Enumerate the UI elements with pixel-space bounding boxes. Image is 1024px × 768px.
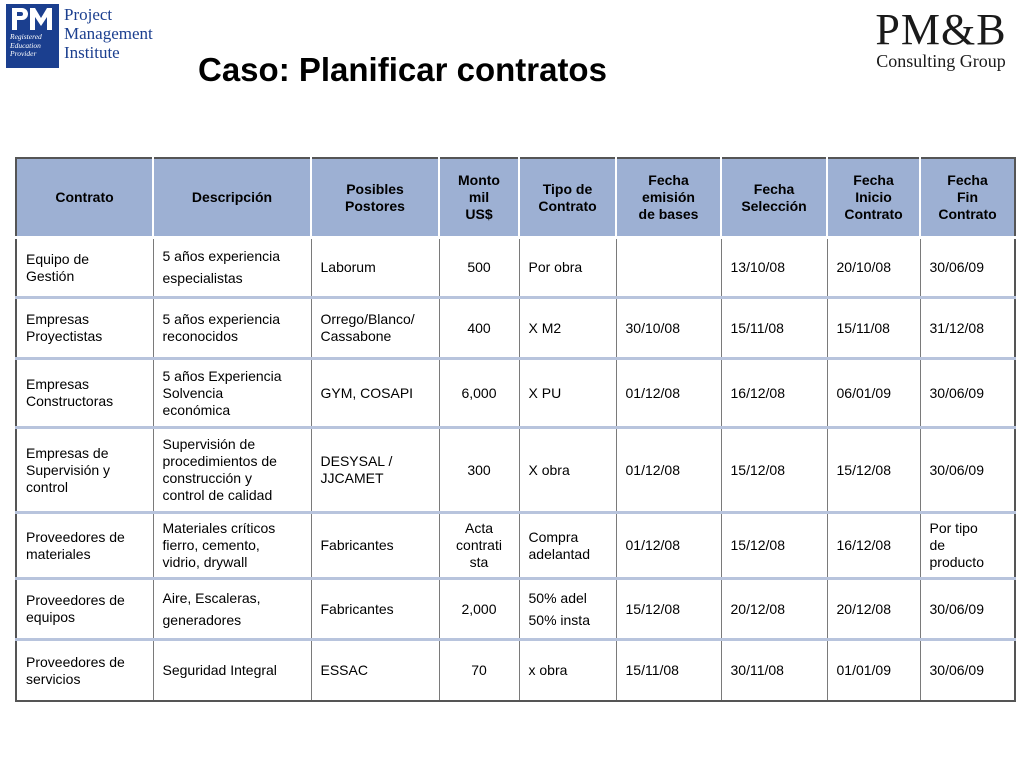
pmi-monogram-icon [6,4,59,34]
cell-monto [439,428,519,513]
column-header [519,158,616,238]
contracts-table [15,157,1016,702]
cell-postores [311,359,439,428]
cell-fecha-fin [920,238,1015,298]
cell-line: 5 años experiencia [162,311,281,327]
cell-contrato [16,298,153,359]
column-header [920,158,1015,238]
cell-line: sta [469,554,489,570]
cell-line: 50% adel [528,589,587,606]
cell-tipo [519,640,616,702]
cell-line: Por obra [528,259,583,275]
cell-fecha-inicio: 06/01/09 [827,359,920,428]
cell-line: Materiales críticos [162,520,276,536]
cell-line: Constructoras [26,393,114,409]
cell-fecha-emision: 15/12/08 [616,579,721,640]
table-row [16,359,1015,428]
table-row [16,579,1015,640]
pmi-wordmark-line: Project [64,5,113,24]
cell-line: fierro, cemento, [162,537,260,553]
cell-monto [439,359,519,428]
cell-line: Empresas de [26,444,109,461]
pmi-wordmark-line: Institute [64,43,120,62]
cell-postores [311,428,439,513]
column-header-line: mil [468,189,490,205]
cell-descripcion [153,513,311,579]
table-row [16,513,1015,579]
cell-line: Acta [464,520,493,536]
column-header-line: Contrato [55,189,114,205]
page-title: Caso: Planificar contratos [198,51,607,88]
cell-line: 31/12/08 [929,319,984,336]
cell-line: generadores [162,611,242,628]
cell-tipo [519,513,616,579]
cell-fecha-seleccion: 20/12/08 [721,579,827,640]
cell-descripcion [153,359,311,428]
pmi-badge-text [10,33,60,59]
column-header-line: Fecha [947,172,988,188]
cell-fecha-inicio: 15/11/08 [827,298,920,359]
cell-line: 30/06/09 [929,384,984,401]
cell-postores [311,298,439,359]
pmi-badge [6,4,59,68]
column-header [311,158,439,238]
cell-line: 30/06/09 [929,600,984,617]
cell-tipo [519,579,616,640]
cell-postores [311,513,439,579]
pmb-logo-main: PM&B [875,5,1007,54]
table-row [16,640,1015,702]
cell-descripcion [153,238,311,298]
cell-line: Seguridad Integral [162,662,277,678]
cell-line: Cassabone [320,328,392,344]
cell-fecha-inicio: 20/12/08 [827,579,920,640]
cell-descripcion [153,579,311,640]
cell-line: Proveedores de [26,528,125,545]
cell-monto [439,298,519,359]
cell-fecha-seleccion: 15/12/08 [721,513,827,579]
column-header [721,158,827,238]
cell-fecha-emision: 15/11/08 [616,640,721,702]
table-row [16,238,1015,298]
cell-postores [311,579,439,640]
column-header-line: Postores [345,197,405,214]
cell-fecha-fin [920,513,1015,579]
cell-monto [439,579,519,640]
pmi-badge-line: Registered [10,32,42,41]
cell-line: 5 años experiencia [162,248,281,264]
pmi-badge-line: Provider [10,49,37,58]
table-header-row [16,158,1015,238]
column-header-line: de bases [638,206,699,222]
cell-line: Proveedores de [26,592,125,608]
column-header-line: Inicio [855,189,892,205]
table-row [16,298,1015,359]
cell-monto [439,238,519,298]
cell-tipo [519,298,616,359]
column-header-line: Fecha [853,172,894,188]
cell-fecha-emision: 01/12/08 [616,513,721,579]
column-header-line: Fecha [753,180,795,197]
cell-line: construcción y [162,470,252,486]
cell-fecha-inicio: 20/10/08 [827,238,920,298]
cell-descripcion [153,428,311,513]
cell-line: 500 [467,259,491,275]
cell-contrato [16,640,153,702]
cell-line: especialistas [162,270,243,286]
cell-line: Fabricantes [320,537,394,553]
cell-line: x obra [528,662,568,678]
cell-line: Aire, Escaleras, [162,589,261,606]
cell-fecha-emision: 01/12/08 [616,428,721,513]
cell-line: 30/06/09 [929,461,984,478]
cell-monto [439,513,519,579]
column-header [153,158,311,238]
cell-fecha-inicio: 16/12/08 [827,513,920,579]
column-header-line: emisión [642,189,695,205]
cell-line: de [929,537,946,553]
cell-line: 30/06/09 [929,662,984,678]
pmi-logo [4,4,154,68]
cell-fecha-fin [920,298,1015,359]
column-header [16,158,153,238]
column-header-line: Selección [741,197,807,214]
cell-fecha-inicio: 01/01/09 [827,640,920,702]
cell-line: Empresas [26,311,90,327]
cell-line: materiales [26,545,91,562]
cell-line: económica [162,401,231,418]
column-header [616,158,721,238]
cell-line: control [26,478,69,495]
column-header-line: Fecha [648,172,689,188]
cell-line: Equipo de [26,250,90,267]
cell-line: servicios [26,670,81,687]
cell-fecha-inicio: 15/12/08 [827,428,920,513]
cell-line: producto [929,554,984,570]
pmb-logo [866,5,1016,72]
cell-line: Proveedores de [26,653,125,670]
cell-fecha-fin [920,359,1015,428]
cell-line: reconocidos [162,328,238,344]
cell-line: control de calidad [162,487,273,503]
column-header-line: Tipo de [542,180,593,197]
cell-line: Compra [528,528,579,545]
table-row [16,428,1015,513]
cell-line: Por tipo [929,520,978,536]
cell-postores [311,640,439,702]
cell-line: equipos [26,609,76,625]
cell-descripcion [153,298,311,359]
column-header-line: US$ [465,206,493,222]
cell-line: JJCAMET [320,470,384,486]
column-header-line: Monto [458,172,500,188]
cell-line: Empresas [26,376,90,392]
cell-line: ESSAC [320,662,368,678]
cell-line: Proyectistas [26,328,103,344]
cell-contrato [16,513,153,579]
cell-contrato [16,428,153,513]
cell-line: X obra [528,461,570,478]
cell-line: 50% insta [528,611,590,628]
cell-line: 6,000 [461,384,497,401]
column-header-line: Posibles [346,180,404,197]
cell-line: contrati [456,537,502,553]
cell-line: 5 años Experiencia [162,367,282,384]
cell-monto [439,640,519,702]
pmi-badge-line: Education [10,40,41,50]
cell-fecha-fin [920,579,1015,640]
cell-fecha-fin [920,428,1015,513]
cell-line: Orrego/Blanco/ [320,311,415,327]
cell-postores [311,238,439,298]
column-header-line: Descripción [191,189,273,205]
cell-line: 400 [467,319,491,336]
column-header [827,158,920,238]
cell-fecha-seleccion: 15/12/08 [721,428,827,513]
cell-line: adelantad [528,545,591,562]
cell-fecha-seleccion: 16/12/08 [721,359,827,428]
column-header-line: Contrato [844,206,903,222]
cell-line: 300 [467,461,491,478]
cell-line: GYM, COSAPI [320,384,414,401]
cell-descripcion [153,640,311,702]
pmi-wordmark-line: Management [64,24,153,43]
cell-line: 2,000 [461,600,497,617]
cell-line: 70 [471,662,487,678]
cell-line: vidrio, drywall [162,554,248,570]
cell-tipo [519,359,616,428]
column-header-line: Contrato [938,206,997,222]
cell-line: Fabricantes [320,600,394,617]
cell-fecha-fin [920,640,1015,702]
cell-tipo [519,428,616,513]
cell-fecha-emision: 30/10/08 [616,298,721,359]
cell-line: Laborum [320,259,376,275]
cell-fecha-seleccion: 30/11/08 [721,640,827,702]
column-header-line: Fin [957,189,978,205]
cell-line: procedimientos de [162,453,277,469]
cell-fecha-emision: 01/12/08 [616,359,721,428]
cell-tipo [519,238,616,298]
pmb-logo-sub: Consulting Group [876,51,1006,71]
cell-line: Supervisión de [162,436,256,452]
cell-contrato [16,238,153,298]
column-header [439,158,519,238]
cell-line: Supervisión y [26,461,111,478]
cell-contrato [16,579,153,640]
cell-line: Gestión [26,267,75,284]
cell-fecha-seleccion: 15/11/08 [721,298,827,359]
cell-contrato [16,359,153,428]
pmi-wordmark [64,5,153,62]
cell-line: X M2 [528,319,562,336]
cell-fecha-seleccion: 13/10/08 [721,238,827,298]
cell-line: Solvencia [162,384,224,401]
cell-line: 30/06/09 [929,259,984,275]
cell-line: DESYSAL / [320,453,393,469]
table-body [16,238,1015,702]
cell-fecha-emision [616,238,721,298]
cell-line: X PU [528,384,562,401]
column-header-line: Contrato [538,197,597,214]
